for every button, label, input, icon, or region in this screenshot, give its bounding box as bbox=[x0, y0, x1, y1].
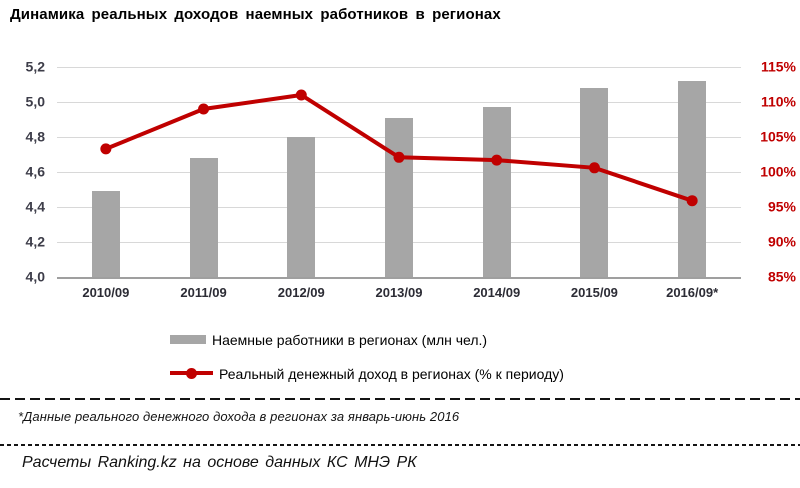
plot-area bbox=[25, 58, 796, 300]
left-tick: 4,2 bbox=[25, 233, 45, 250]
left-tick: 5,2 bbox=[25, 58, 45, 75]
footnote: *Данные реального денежного дохода в регионах за январь-июнь 2016 bbox=[18, 409, 460, 424]
x-label: 2014/09 bbox=[473, 285, 521, 300]
x-label: 2010/09 bbox=[82, 285, 130, 300]
left-tick: 5,0 bbox=[25, 93, 45, 110]
line-marker-3 bbox=[394, 152, 405, 163]
left-tick: 4,8 bbox=[25, 128, 45, 145]
line-marker-4 bbox=[491, 155, 502, 166]
line-series bbox=[106, 95, 692, 201]
line-marker-0 bbox=[100, 143, 111, 154]
x-label: 2016/09* bbox=[666, 285, 719, 300]
line-series-layer bbox=[57, 67, 741, 277]
source-note: Расчеты Ranking.kz на основе данных КС МНЭ РК bbox=[22, 454, 417, 471]
line-marker-5 bbox=[589, 162, 600, 173]
legend-label-line-series: Реальный денежный доход в регионах (% к периоду) bbox=[219, 365, 564, 382]
legend-label-bar-series: Наемные работники в регионах (млн чел.) bbox=[212, 331, 488, 348]
right-tick: 95% bbox=[767, 198, 796, 215]
right-tick: 105% bbox=[760, 128, 796, 145]
right-tick: 90% bbox=[767, 233, 796, 250]
left-tick: 4,0 bbox=[25, 268, 45, 285]
line-marker-1 bbox=[198, 104, 209, 115]
divider-dashed-top bbox=[0, 398, 800, 400]
line-marker-6 bbox=[687, 195, 698, 206]
bar-swatch-icon bbox=[170, 335, 206, 344]
line-marker-2 bbox=[296, 90, 307, 101]
right-tick: 85% bbox=[767, 268, 796, 285]
x-label: 2013/09 bbox=[375, 285, 423, 300]
right-tick: 100% bbox=[760, 163, 796, 180]
chart-title: Динамика реальных доходов наемных работников в регионах bbox=[10, 6, 501, 23]
right-tick: 115% bbox=[760, 58, 796, 75]
legend bbox=[170, 329, 564, 397]
line-marker-swatch-icon bbox=[170, 368, 213, 379]
x-label: 2012/09 bbox=[277, 285, 325, 300]
legend-item-line-series bbox=[170, 363, 564, 384]
right-tick: 110% bbox=[760, 93, 796, 110]
x-label: 2011/09 bbox=[180, 285, 227, 300]
x-label: 2015/09 bbox=[570, 285, 618, 300]
left-tick: 4,6 bbox=[25, 163, 45, 180]
left-tick: 4,4 bbox=[25, 198, 45, 215]
divider-dashed-bottom bbox=[0, 444, 800, 446]
legend-marker-dot-icon bbox=[186, 368, 197, 379]
legend-item-bar-series bbox=[170, 329, 564, 350]
